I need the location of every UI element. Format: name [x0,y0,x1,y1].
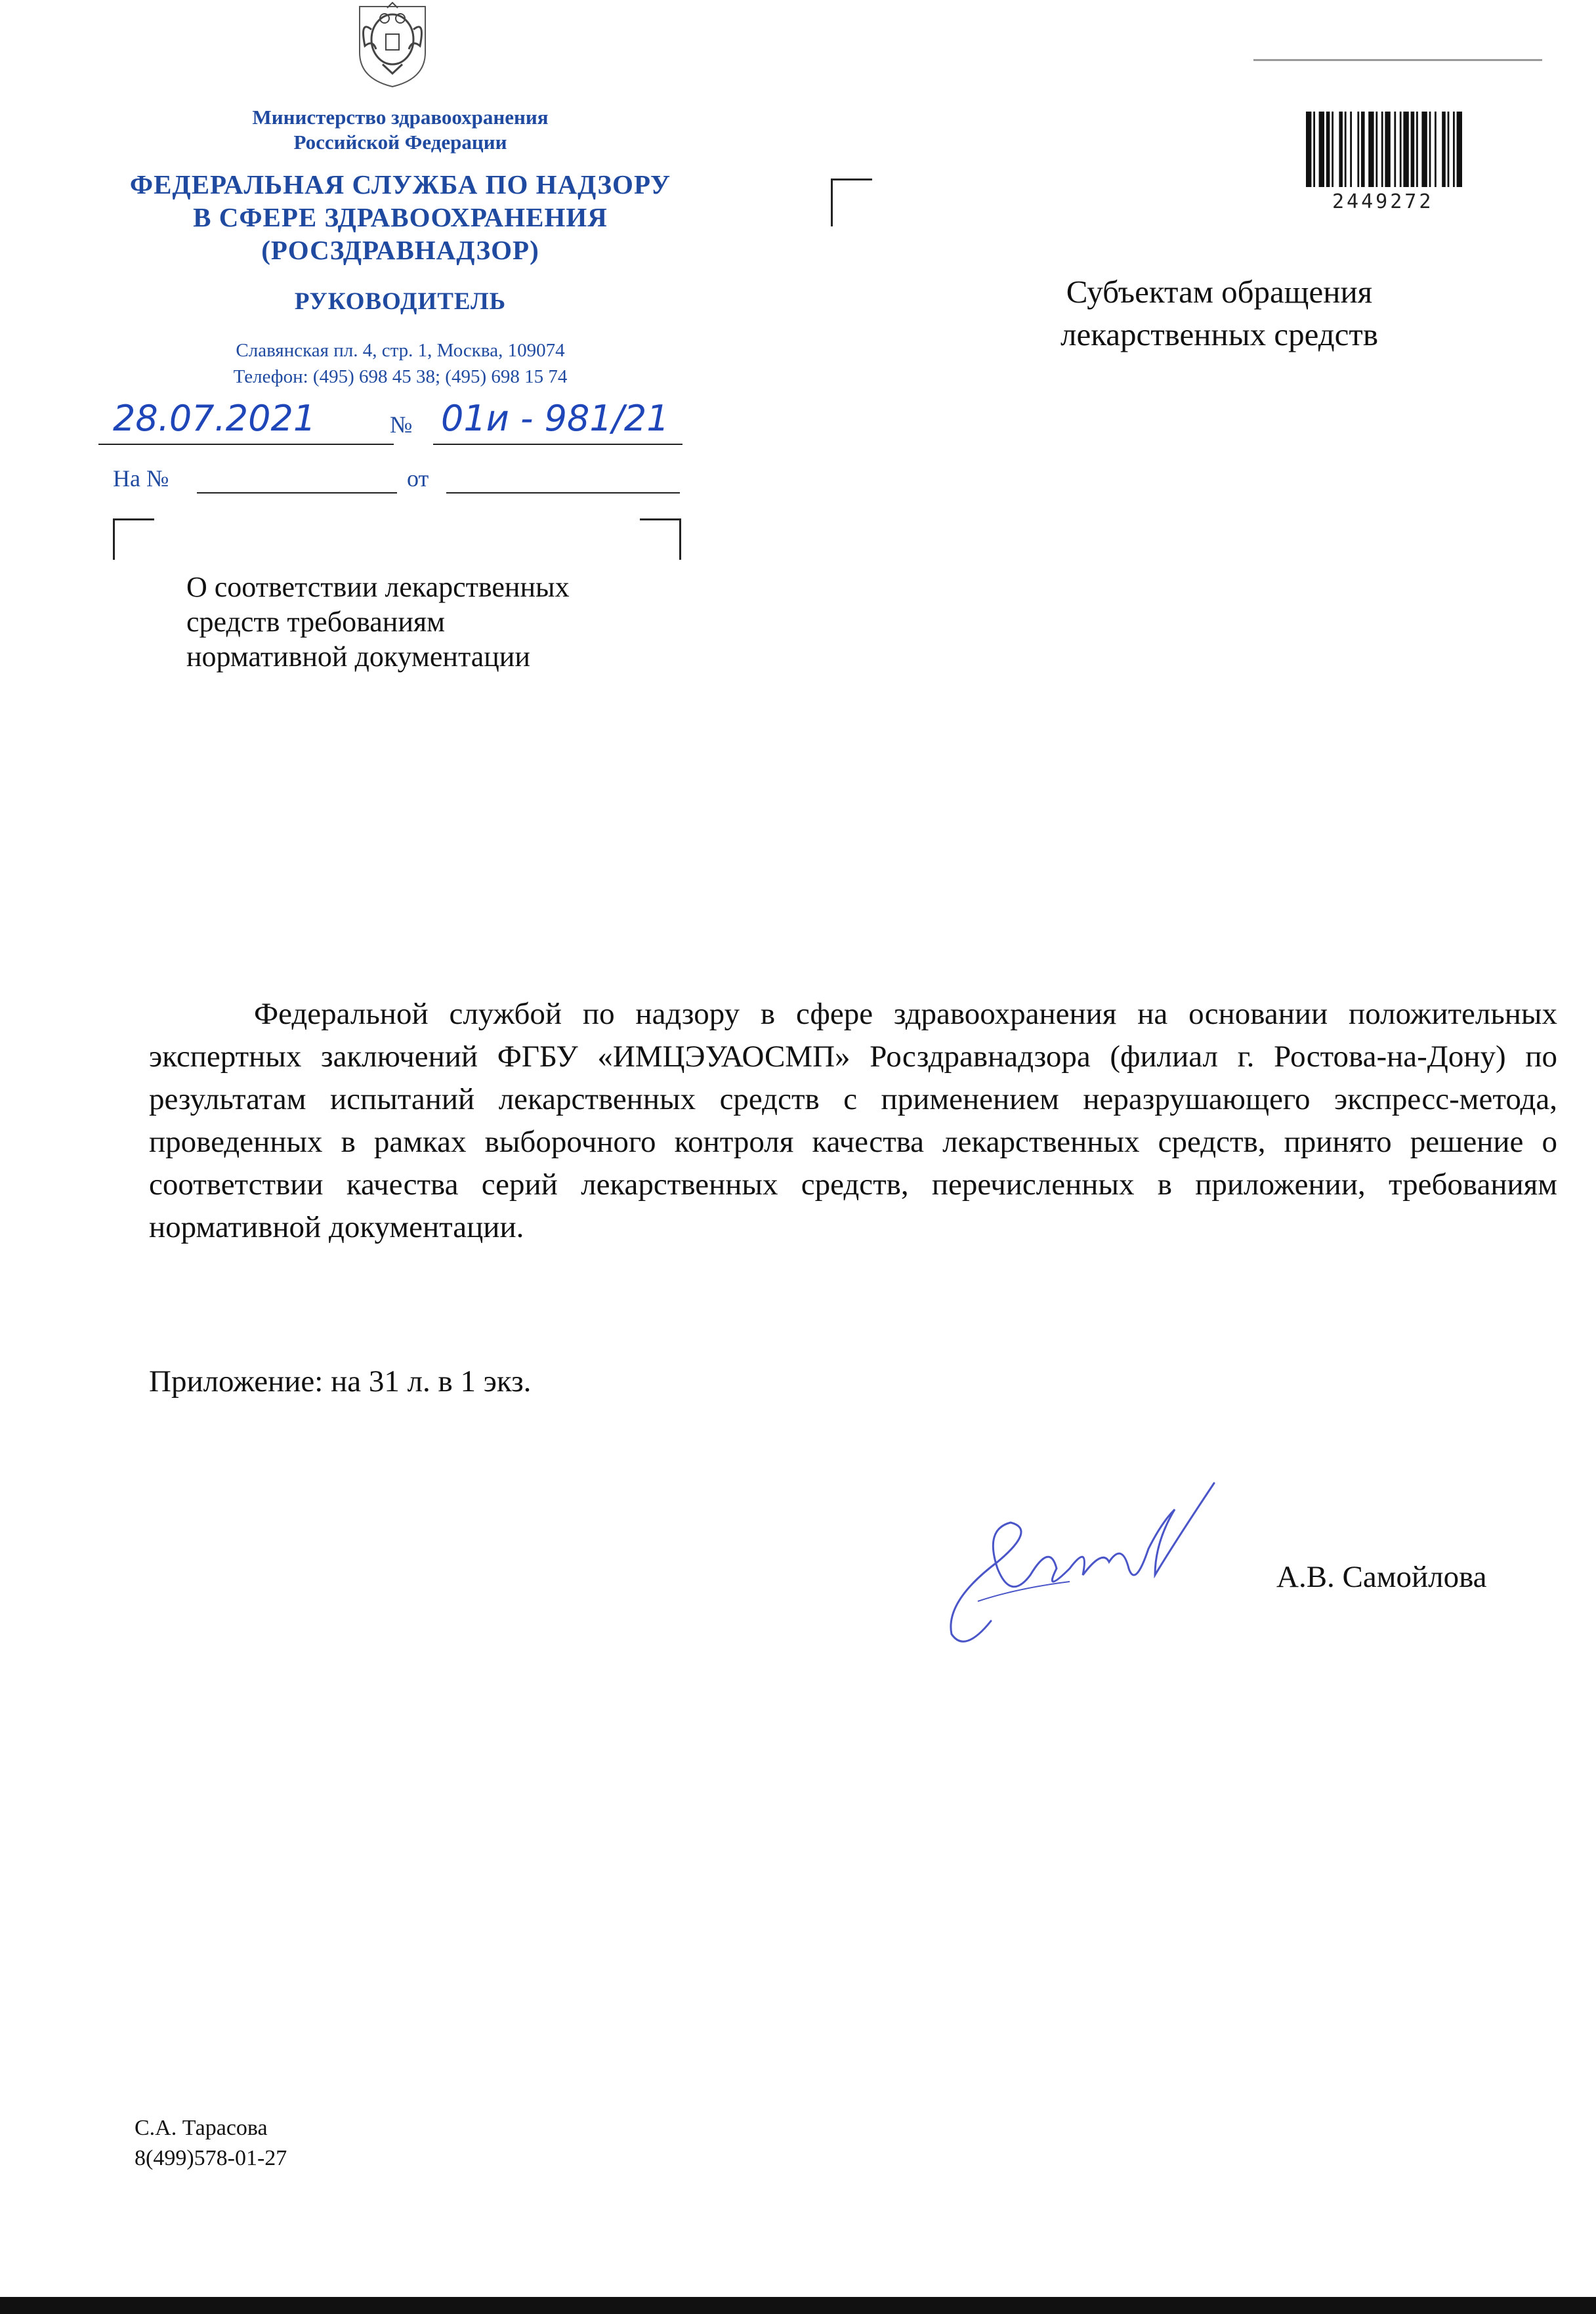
executor-block [135,2113,287,2174]
scan-bottom-border [0,2297,1596,2314]
recipient-line-1: Субъектам обращения [1066,274,1373,310]
registration-number: 01и - 981/21 [441,398,669,439]
executor-name: С.А. Тарасова [135,2116,268,2140]
barcode [1306,112,1503,187]
address: Славянская пл. 4, стр. 1, Москва, 109074 [236,340,565,361]
attachment-note: Приложение: на 31 л. в 1 экз. [149,1364,532,1399]
head-title: РУКОВОДИТЕЛЬ [294,288,507,315]
ministry-line-1: Министерство здравоохранения [252,106,549,129]
service-line-2: В СФЕРЕ ЗДРАВООХРАНЕНИЯ [193,202,608,232]
phone: Телефон: (495) 698 45 38; (495) 698 15 74 [233,366,568,387]
letter-subject [186,570,570,674]
handwritten-signature [938,1470,1240,1660]
ref-label: На № [113,465,169,492]
letter-body [149,993,1557,1249]
recipient-block [1022,270,1416,356]
service-line-3: (РОСЗДРАВНАДЗОР) [261,235,539,265]
recipient-line-2: лекарственных средств [1060,316,1378,352]
body-paragraph: Федеральной службой по надзору в сфере здравоохранения на основании положительных экспертных заключений ФГБУ «ИМЦЭУАОСМП» Росздравнадзора (филиал г. Ростова-на-Дону) по результатам испытаний лекарственных средств с применением неразрушающего экспресс-метода, проведенных в рамках выборочного контроля качества лекарственных средств, принято решение о соответствии качества серий лекарственных средств, перечисленных в приложении, требованиям нормативной документации. [149,997,1557,1244]
registration-date: 28.07.2021 [113,398,316,439]
recipient-corner [831,179,872,226]
signer-name: А.В. Самойлова [1276,1560,1487,1594]
ref-number-line [197,492,397,494]
ministry-line-2: Российской Федерации [293,131,507,154]
subject-line-1: О соответствии лекарственных [186,571,570,603]
coat-of-arms-emblem [346,0,438,89]
subject-corner-right [640,518,681,560]
number-sign: № [390,411,413,438]
date-underline [98,444,394,445]
from-label: от [407,465,429,492]
contact-block [79,337,722,390]
subject-line-3: нормативной документации [186,641,530,673]
barcode-number: 2449272 [1332,190,1434,213]
service-line-1: ФЕДЕРАЛЬНАЯ СЛУЖБА ПО НАДЗОРУ [129,169,671,200]
number-underline [433,444,682,445]
service-name [79,168,722,266]
subject-corner-left [113,518,154,560]
scan-edge-line [1253,59,1542,61]
executor-phone: 8(499)578-01-27 [135,2146,287,2170]
subject-line-2: средств требованиям [186,606,445,638]
from-date-line [446,492,680,494]
ministry-name [79,105,722,155]
